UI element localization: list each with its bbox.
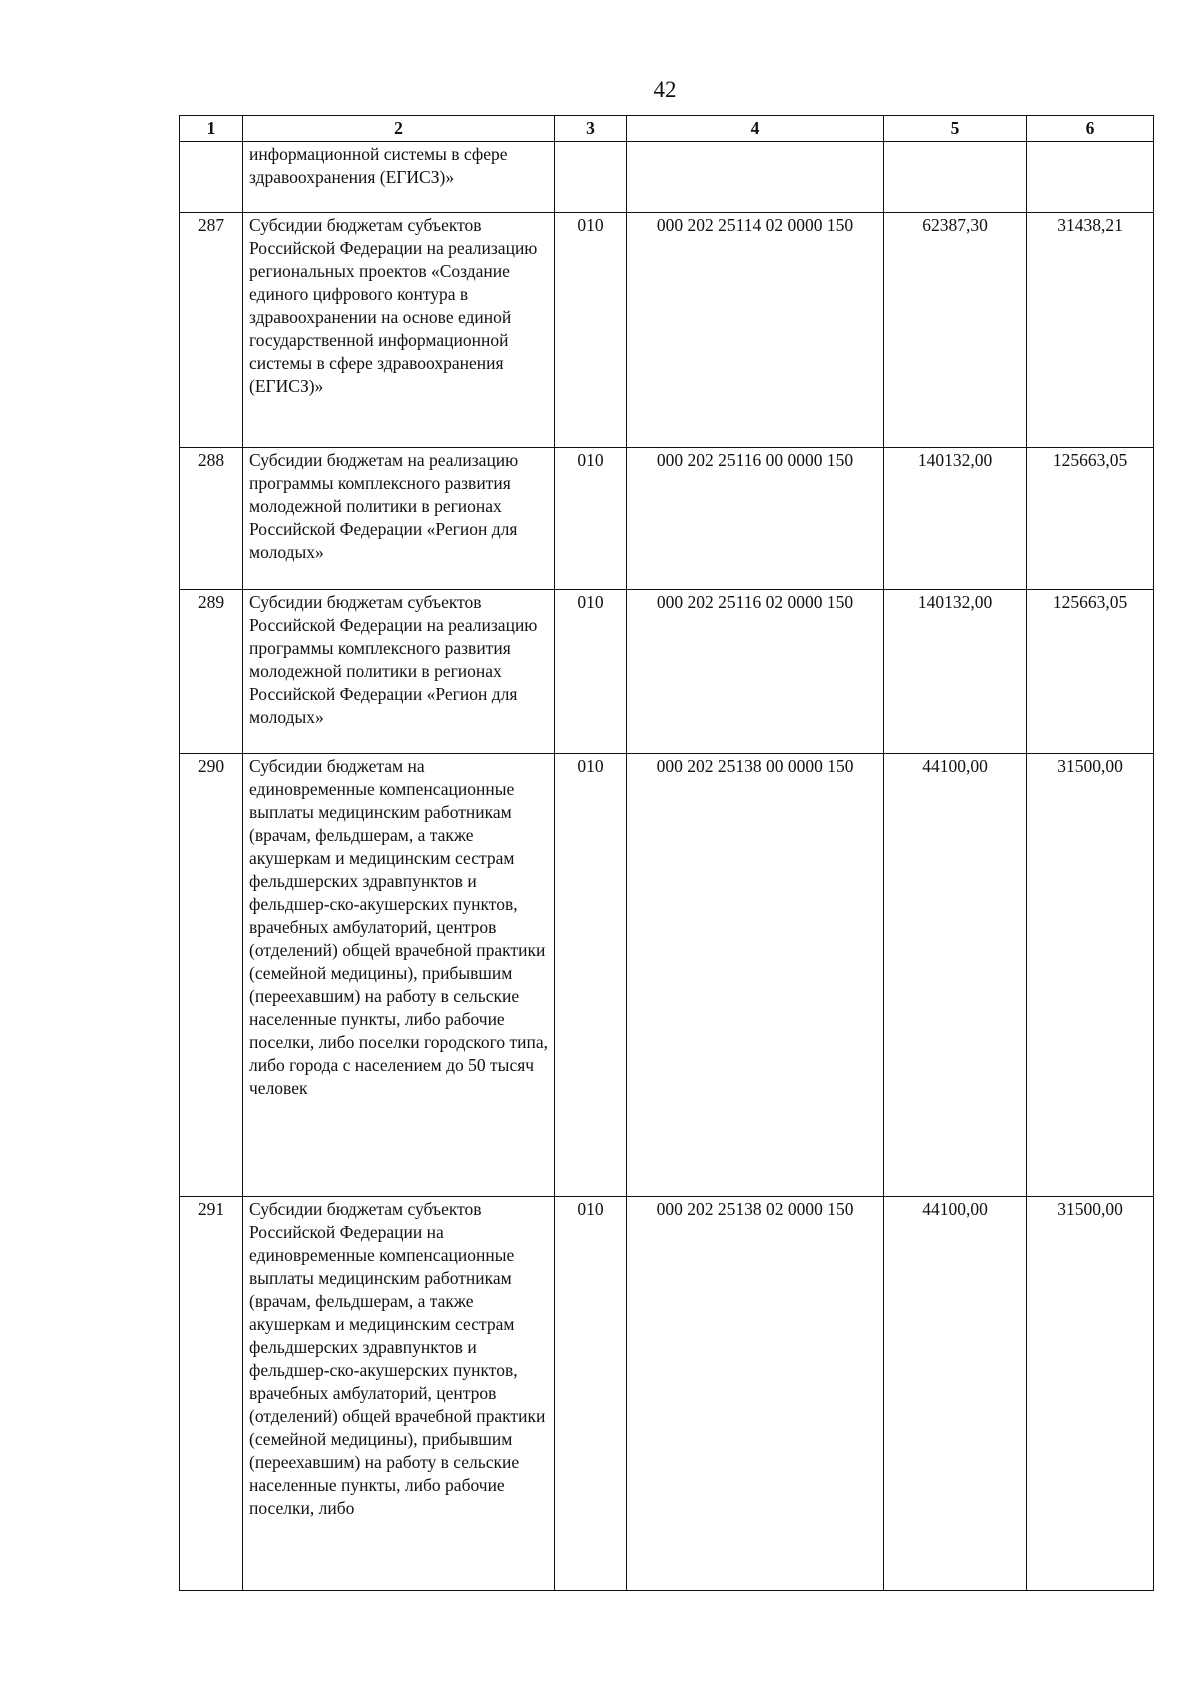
row-admin-code: 010 bbox=[555, 1197, 627, 1591]
row-budget-code: 000 202 25116 02 0000 150 bbox=[627, 590, 884, 754]
row-admin-code: 010 bbox=[555, 754, 627, 1197]
header-col-1: 1 bbox=[180, 116, 243, 142]
row-value-col6: 31500,00 bbox=[1027, 1197, 1154, 1591]
row-number: 291 bbox=[180, 1197, 243, 1591]
header-col-2: 2 bbox=[243, 116, 555, 142]
row-value-col6: 125663,05 bbox=[1027, 590, 1154, 754]
row-value-col5: 140132,00 bbox=[884, 590, 1027, 754]
table-row bbox=[180, 448, 1154, 590]
row-value-col5: 44100,00 bbox=[884, 1197, 1027, 1591]
budget-table bbox=[179, 115, 1154, 1591]
row-name: Субсидии бюджетам на реализацию программы комплексного развития молодежной политики в регионах Российской Федерации «Регион для молодых» bbox=[243, 448, 555, 590]
row-name: информационной системы в сфере здравоохранения (ЕГИСЗ)» bbox=[243, 142, 555, 213]
row-number: 290 bbox=[180, 754, 243, 1197]
header-col-5: 5 bbox=[884, 116, 1027, 142]
table-row bbox=[180, 590, 1154, 754]
table-row bbox=[180, 754, 1154, 1197]
row-value-col6: 125663,05 bbox=[1027, 448, 1154, 590]
row-admin-code bbox=[555, 142, 627, 213]
table-row bbox=[180, 1197, 1154, 1591]
header-col-4: 4 bbox=[627, 116, 884, 142]
row-number: 288 bbox=[180, 448, 243, 590]
row-number: 289 bbox=[180, 590, 243, 754]
header-col-6: 6 bbox=[1027, 116, 1154, 142]
table-header-row bbox=[180, 116, 1154, 142]
header-col-3: 3 bbox=[555, 116, 627, 142]
row-value-col6: 31500,00 bbox=[1027, 754, 1154, 1197]
row-number bbox=[180, 142, 243, 213]
row-name: Субсидии бюджетам субъектов Российской Федерации на реализацию программы комплексного развития молодежной политики в регионах Российской Федерации «Регион для молодых» bbox=[243, 590, 555, 754]
row-name: Субсидии бюджетам субъектов Российской Федерации на единовременные компенсационные выплаты медицинским работникам (врачам, фельдшерам, а также акушеркам и медицинским сестрам фельдшерских здравпунктов и фельдшер-ско-акушерских пунктов, врачебных амбулаторий, центров (отделений) общей врачебной практики (семейной медицины), прибывшим (переехавшим) на работу в сельские населенные пункты, либо рабочие поселки, либо bbox=[243, 1197, 555, 1591]
row-value-col6: 31438,21 bbox=[1027, 213, 1154, 448]
row-admin-code: 010 bbox=[555, 213, 627, 448]
row-budget-code bbox=[627, 142, 884, 213]
row-admin-code: 010 bbox=[555, 590, 627, 754]
row-value-col5 bbox=[884, 142, 1027, 213]
row-budget-code: 000 202 25138 02 0000 150 bbox=[627, 1197, 884, 1591]
table-row bbox=[180, 213, 1154, 448]
page-number: 42 bbox=[653, 77, 677, 102]
row-admin-code: 010 bbox=[555, 448, 627, 590]
row-value-col5: 44100,00 bbox=[884, 754, 1027, 1197]
table-row bbox=[180, 142, 1154, 213]
row-value-col6 bbox=[1027, 142, 1154, 213]
budget-table-body bbox=[180, 116, 1154, 1591]
row-value-col5: 62387,30 bbox=[884, 213, 1027, 448]
row-name: Субсидии бюджетам субъектов Российской Федерации на реализацию региональных проектов «Создание единого цифрового контура в здравоохранении на основе единой государственной информационной системы в сфере здравоохранения (ЕГИСЗ)» bbox=[243, 213, 555, 448]
row-budget-code: 000 202 25114 02 0000 150 bbox=[627, 213, 884, 448]
row-budget-code: 000 202 25138 00 0000 150 bbox=[627, 754, 884, 1197]
row-budget-code: 000 202 25116 00 0000 150 bbox=[627, 448, 884, 590]
row-number: 287 bbox=[180, 213, 243, 448]
row-name: Субсидии бюджетам на единовременные компенсационные выплаты медицинским работникам (врачам, фельдшерам, а также акушеркам и медицинским сестрам фельдшерских здравпунктов и фельдшер-ско-акушерских пунктов, врачебных амбулаторий, центров (отделений) общей врачебной практики (семейной медицины), прибывшим (переехавшим) на работу в сельские населенные пункты, либо рабочие поселки, либо поселки городского типа, либо города с населением до 50 тысяч человек bbox=[243, 754, 555, 1197]
row-value-col5: 140132,00 bbox=[884, 448, 1027, 590]
